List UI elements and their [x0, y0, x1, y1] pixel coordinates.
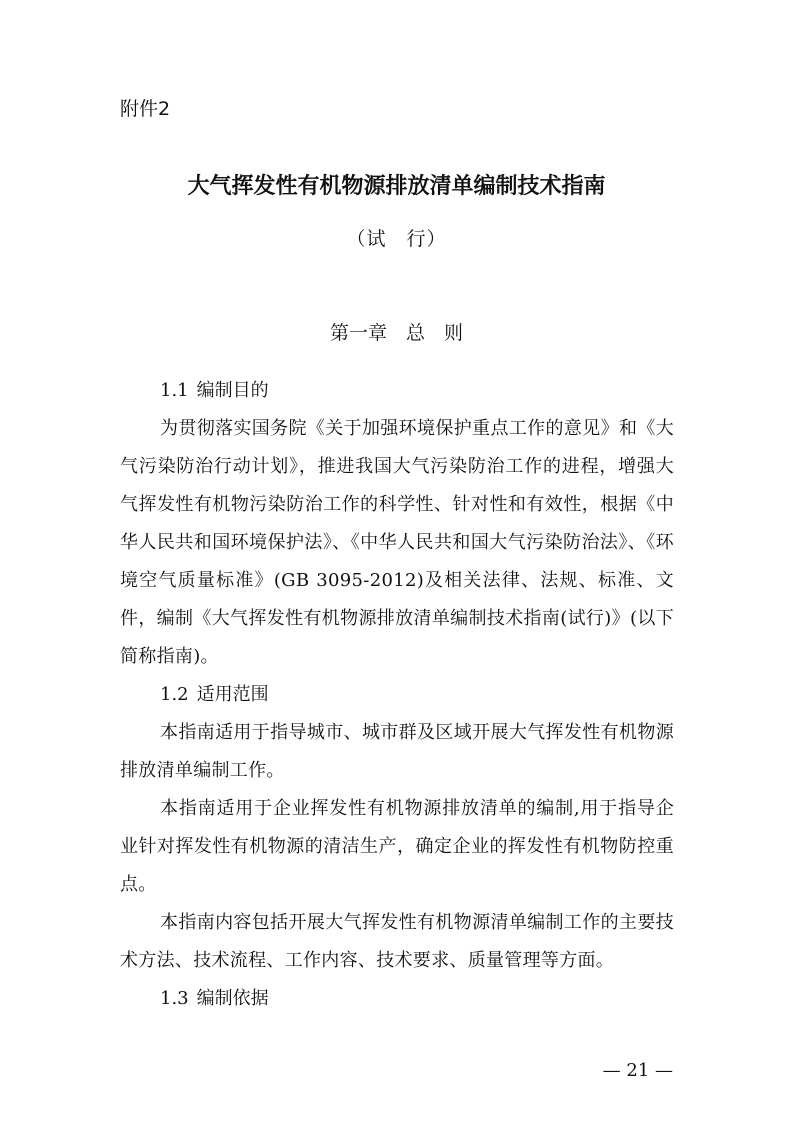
section-number: 1.2: [160, 684, 189, 705]
document-title: 大气挥发性有机物源排放清单编制技术指南: [187, 174, 606, 199]
paragraph: 本指南适用于指导城市、城市群及区域开展大气挥发性有机物源排放清单编制工作。: [120, 722, 674, 781]
section-number: 1.1: [160, 380, 189, 401]
section-heading: [120, 676, 674, 714]
paragraph: 本指南内容包括开展大气挥发性有机物源清单编制工作的主要技术方法、技术流程、工作内容、技术要求、质量管理等方面。: [120, 912, 674, 971]
body-text: [120, 372, 674, 1018]
paragraph: 本指南适用于企业挥发性有机物源排放清单的编制,用于指导企业针对挥发性有机物源的清洁生产，确定企业的挥发性有机物防控重点。: [120, 798, 674, 895]
section-title: 编制依据: [196, 988, 269, 1009]
section-heading: [120, 372, 674, 410]
document-subtitle: （试 行）: [346, 228, 447, 250]
chapter-title: 第一章 总 则: [329, 322, 463, 344]
section-title: 编制目的: [196, 380, 269, 401]
section-heading: [120, 980, 674, 1018]
section-title: 适用范围: [196, 684, 269, 705]
attachment-label: 附件2: [120, 98, 171, 120]
section-number: 1.3: [160, 988, 189, 1009]
paragraph: 为贯彻落实国务院《关于加强环境保护重点工作的意见》和《大气污染防治行动计划》，推进我国大气污染防治工作的进程，增强大气挥发性有机物污染防治工作的科学性、针对性和有效性，根据《中华人民共和国环境保护法》、《中华人民共和国大气污染防治法》、《环境空气质量标准》(GB 3095-2012)及相关法律、法规、标准、文件，编制《大气挥发性有机物源排放清单编制技术指南(试行)》(以下简称指南)。: [120, 418, 674, 667]
page-number: — 21 —: [602, 1060, 673, 1081]
